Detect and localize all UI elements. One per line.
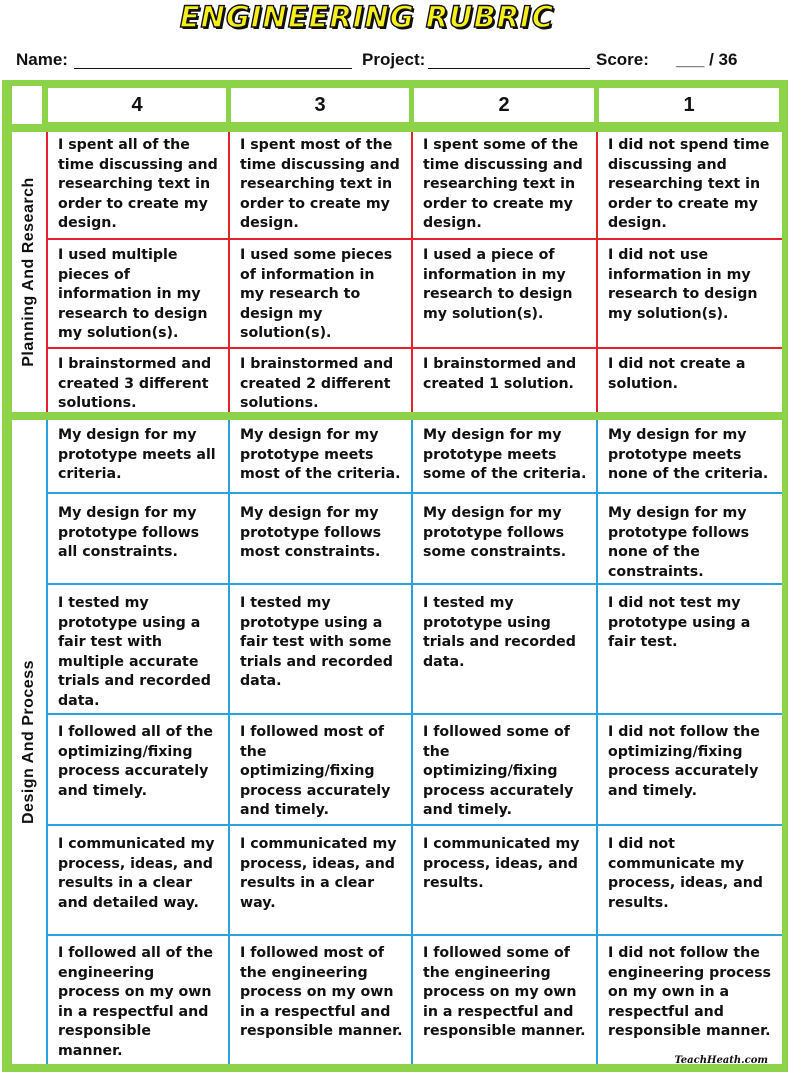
- rubric-cell: I did not test my prototype using a fair test.: [608, 595, 751, 651]
- rubric-cell: I followed all of the engineering process on my own in a respectful and responsible manner.: [58, 945, 214, 1059]
- rubric-cell: My design for my prototype meets most of the criteria.: [240, 427, 401, 483]
- grid-line: [46, 347, 782, 349]
- column-header-label: 4: [131, 94, 143, 116]
- rubric-cell: I followed some of the engineering process on my own in a respectful and responsible manner.: [423, 945, 586, 1040]
- rubric-cell: I used a piece of information in my research to design my solution(s).: [423, 247, 573, 322]
- rubric-cell: I communicated my process, ideas, and results in a clear and detailed way.: [58, 836, 215, 911]
- project-field[interactable]: [428, 68, 590, 69]
- column-header-3: [229, 86, 411, 124]
- page-title: ENGINEERING RUBRIC: [179, 0, 555, 34]
- name-label: Name:: [16, 50, 68, 69]
- rubric-cell: I tested my prototype using a fair test with some trials and recorded data.: [240, 595, 393, 690]
- grid-line: [46, 713, 782, 715]
- rubric-cell: I followed some of the optimizing/fixing process accurately and timely.: [423, 724, 574, 819]
- rubric-cell: I did not spend time discussing and researching text in order to create my design.: [608, 137, 770, 232]
- credit-text: TeachHeath.com: [674, 1055, 768, 1066]
- rubric-cell: I communicated my process, ideas, and results in a clear way.: [240, 836, 397, 911]
- rubric-cell: I spent most of the time discussing and researching text in order to create my design.: [240, 137, 400, 232]
- rubric-cell: My design for my prototype follows some constraints.: [423, 505, 567, 561]
- section-label-text: Planning And Research: [20, 177, 37, 367]
- student-info-row: [16, 48, 786, 74]
- column-header-2: [412, 86, 596, 124]
- rubric-cell: I used multiple pieces of information in my research to design my solution(s).: [58, 247, 208, 342]
- rubric-cell: I did not create a solution.: [608, 356, 746, 392]
- title-area: [0, 0, 794, 40]
- column-header-1: [597, 86, 781, 124]
- column-header-label: 1: [683, 94, 695, 116]
- grid-line: [46, 824, 782, 826]
- project-label: Project:: [362, 50, 426, 69]
- corner-cell: [12, 86, 42, 124]
- grid-line: [46, 492, 782, 494]
- rubric-cell: I followed most of the optimizing/fixing process accurately and timely.: [240, 724, 391, 819]
- section-label-text: Design And Process: [20, 659, 37, 825]
- column-header-4: [46, 86, 228, 124]
- rubric-cell: I tested my prototype using a fair test with multiple accurate trials and recorded data.: [58, 595, 211, 709]
- rubric-cell: My design for my prototype follows most constraints.: [240, 505, 382, 561]
- score-label: Score:: [596, 50, 649, 69]
- rubric-cell: I brainstormed and created 3 different solutions.: [58, 356, 212, 412]
- rubric-cell: I did not communicate my process, ideas, and results.: [608, 836, 763, 911]
- rubric-cell: I tested my prototype using trials and recorded data.: [423, 595, 576, 670]
- column-header-label: 3: [314, 94, 326, 116]
- grid-line: [46, 934, 782, 936]
- rubric-cell: I spent all of the time discussing and researching text in order to create my design.: [58, 137, 218, 232]
- score-value[interactable]: ___ / 36: [676, 50, 738, 69]
- grid-line: [46, 238, 782, 240]
- rubric-cell: I did not use information in my research to design my solution(s).: [608, 247, 758, 322]
- rubric-cell: I communicated my process, ideas, and results.: [423, 836, 580, 892]
- rubric-cell: My design for my prototype meets all criteria.: [58, 427, 216, 483]
- rubric-cell: My design for my prototype meets some of the criteria.: [423, 427, 587, 483]
- rubric-cell: I did not follow the optimizing/fixing process accurately and timely.: [608, 724, 760, 799]
- rubric-cell: I followed all of the optimizing/fixing process accurately and timely.: [58, 724, 214, 799]
- grid-line: [46, 583, 782, 585]
- rubric-cell: My design for my prototype meets none of the criteria.: [608, 427, 769, 483]
- column-header-label: 2: [498, 94, 510, 116]
- rubric-cell: My design for my prototype follows none of the constraints.: [608, 505, 750, 580]
- rubric-cell: I followed most of the engineering process on my own in a respectful and responsible manner.: [240, 945, 403, 1040]
- name-field[interactable]: [74, 68, 352, 69]
- rubric-cell: I used some pieces of information in my research to design my solution(s).: [240, 247, 393, 342]
- rubric-cell: I did not follow the engineering process on my own in a respectful and responsible manner.: [608, 945, 771, 1040]
- rubric-cell: I spent some of the time discussing and researching text in order to create my design.: [423, 137, 583, 232]
- rubric-cell: My design for my prototype follows all constraints.: [58, 505, 200, 561]
- rubric-cell: I brainstormed and created 1 solution.: [423, 356, 577, 392]
- rubric-cell: I brainstormed and created 2 different solutions.: [240, 356, 394, 412]
